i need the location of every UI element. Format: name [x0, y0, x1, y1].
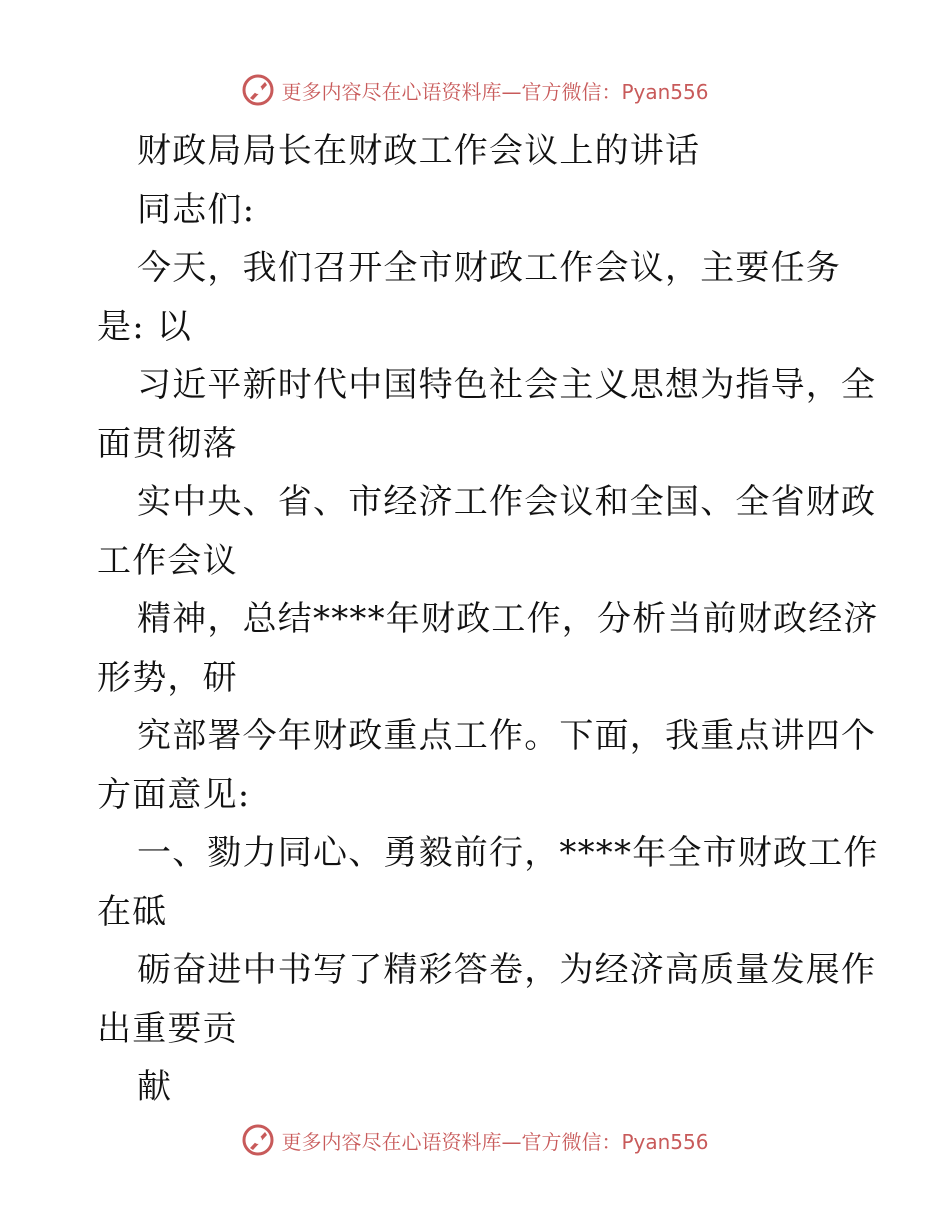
section-heading-line: 出重要贡 — [97, 1008, 238, 1049]
paragraph-line: 方面意见: — [97, 774, 251, 815]
watermark-text: 更多内容尽在心语资料库—官方微信：Pyan556 — [281, 1129, 709, 1154]
watermark-footer — [0, 1120, 950, 1160]
document-title: 财政局局长在财政工作会议上的讲话 — [137, 131, 701, 171]
paragraph-line: 实中央、省、市经济工作会议和全国、全省财政 — [137, 482, 877, 522]
salutation: 同志们: — [137, 189, 256, 230]
section-heading-line: 在砥 — [97, 891, 168, 932]
section-heading-line: 献 — [137, 1067, 173, 1107]
document-body — [97, 122, 879, 1117]
paragraph-line: 今天，我们召开全市财政工作会议，主要任务 — [137, 248, 841, 288]
section-heading-line: 砺奋进中书写了精彩答卷，为经济高质量发展作 — [137, 950, 877, 990]
watermark-header — [0, 70, 950, 110]
paragraph-line: 是: 以 — [97, 306, 193, 347]
paragraph-line: 工作会议 — [97, 540, 238, 581]
paragraph-line: 精神，总结****年财政工作，分析当前财政经济 — [137, 599, 879, 639]
paragraph-line: 习近平新时代中国特色社会主义思想为指导，全 — [137, 365, 877, 405]
paragraph-line: 形势，研 — [97, 657, 238, 698]
quill-logo-icon — [241, 1123, 275, 1157]
watermark-text: 更多内容尽在心语资料库—官方微信：Pyan556 — [281, 79, 709, 104]
section-heading-line: 一、勠力同心、勇毅前行，****年全市财政工作 — [137, 833, 879, 873]
quill-logo-icon — [241, 73, 275, 107]
paragraph-line: 究部署今年财政重点工作。下面，我重点讲四个 — [137, 716, 877, 756]
paragraph-line: 面贯彻落 — [97, 423, 238, 464]
